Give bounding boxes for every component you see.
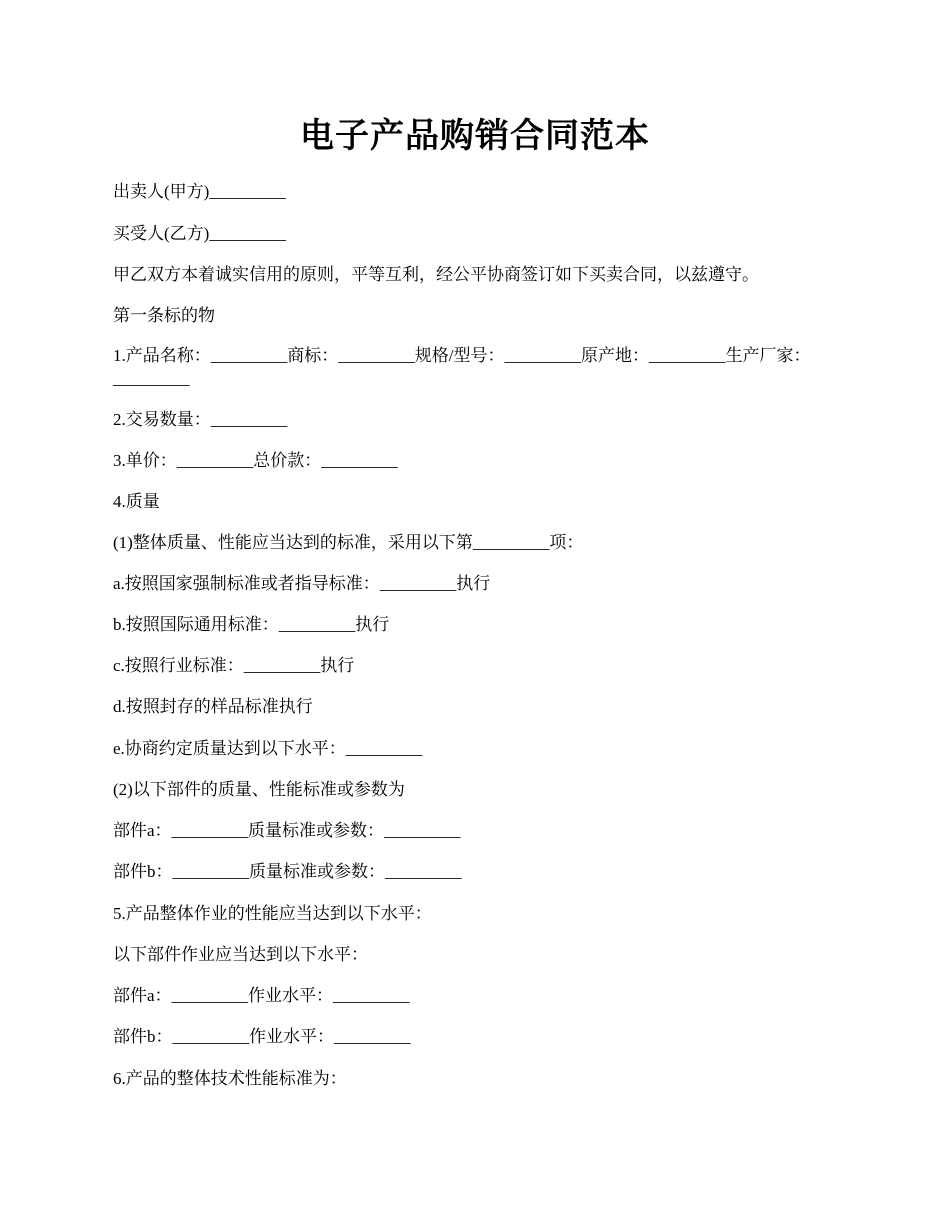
paragraph-component-standard: (2)以下部件的质量、性能标准或参数为 (113, 780, 405, 799)
document-title: 电子产品购销合同范本 (300, 116, 650, 156)
paragraph-option-e: e.协商约定质量达到以下水平：_________ (113, 739, 423, 758)
paragraph-component-b-level: 部件b：_________作业水平：_________ (113, 1027, 411, 1046)
paragraph-quantity: 2.交易数量：_________ (113, 410, 288, 429)
paragraph-option-b: b.按照国际通用标准：_________执行 (113, 615, 390, 634)
paragraph-component-b-quality: 部件b：_________质量标准或参数：_________ (113, 862, 462, 881)
paragraph-quality: 4.质量 (113, 492, 160, 511)
paragraph-component-a-level: 部件a：_________作业水平：_________ (113, 986, 410, 1005)
paragraph-product-info: 1.产品名称：_________商标：_________规格/型号：_________原产地：_________生产厂家：_________ (113, 346, 811, 388)
paragraph-preamble: 甲乙双方本着诚实信用的原则，平等互利，经公平协商签订如下买卖合同，以兹遵守。 (113, 265, 759, 284)
paragraph-seller: 出卖人(甲方)_________ (113, 182, 286, 201)
paragraph-component-a-quality: 部件a：_________质量标准或参数：_________ (113, 821, 461, 840)
paragraph-article-one: 第一条标的物 (113, 306, 215, 325)
paragraph-price: 3.单价：_________总价款：_________ (113, 451, 398, 470)
paragraph-component-performance: 以下部件作业应当达到以下水平： (113, 945, 368, 964)
paragraph-option-c: c.按照行业标准：_________执行 (113, 656, 355, 675)
paragraph-overall-performance: 5.产品整体作业的性能应当达到以下水平： (113, 904, 432, 923)
paragraph-option-d: d.按照封存的样品标准执行 (113, 697, 313, 716)
paragraph-technical-standard: 6.产品的整体技术性能标准为： (113, 1069, 347, 1088)
paragraph-buyer: 买受人(乙方)_________ (113, 224, 286, 243)
paragraph-option-a: a.按照国家强制标准或者指导标准：_________执行 (113, 574, 491, 593)
paragraph-quality-standard: (1)整体质量、性能应当达到的标准，采用以下第_________项： (113, 533, 584, 552)
